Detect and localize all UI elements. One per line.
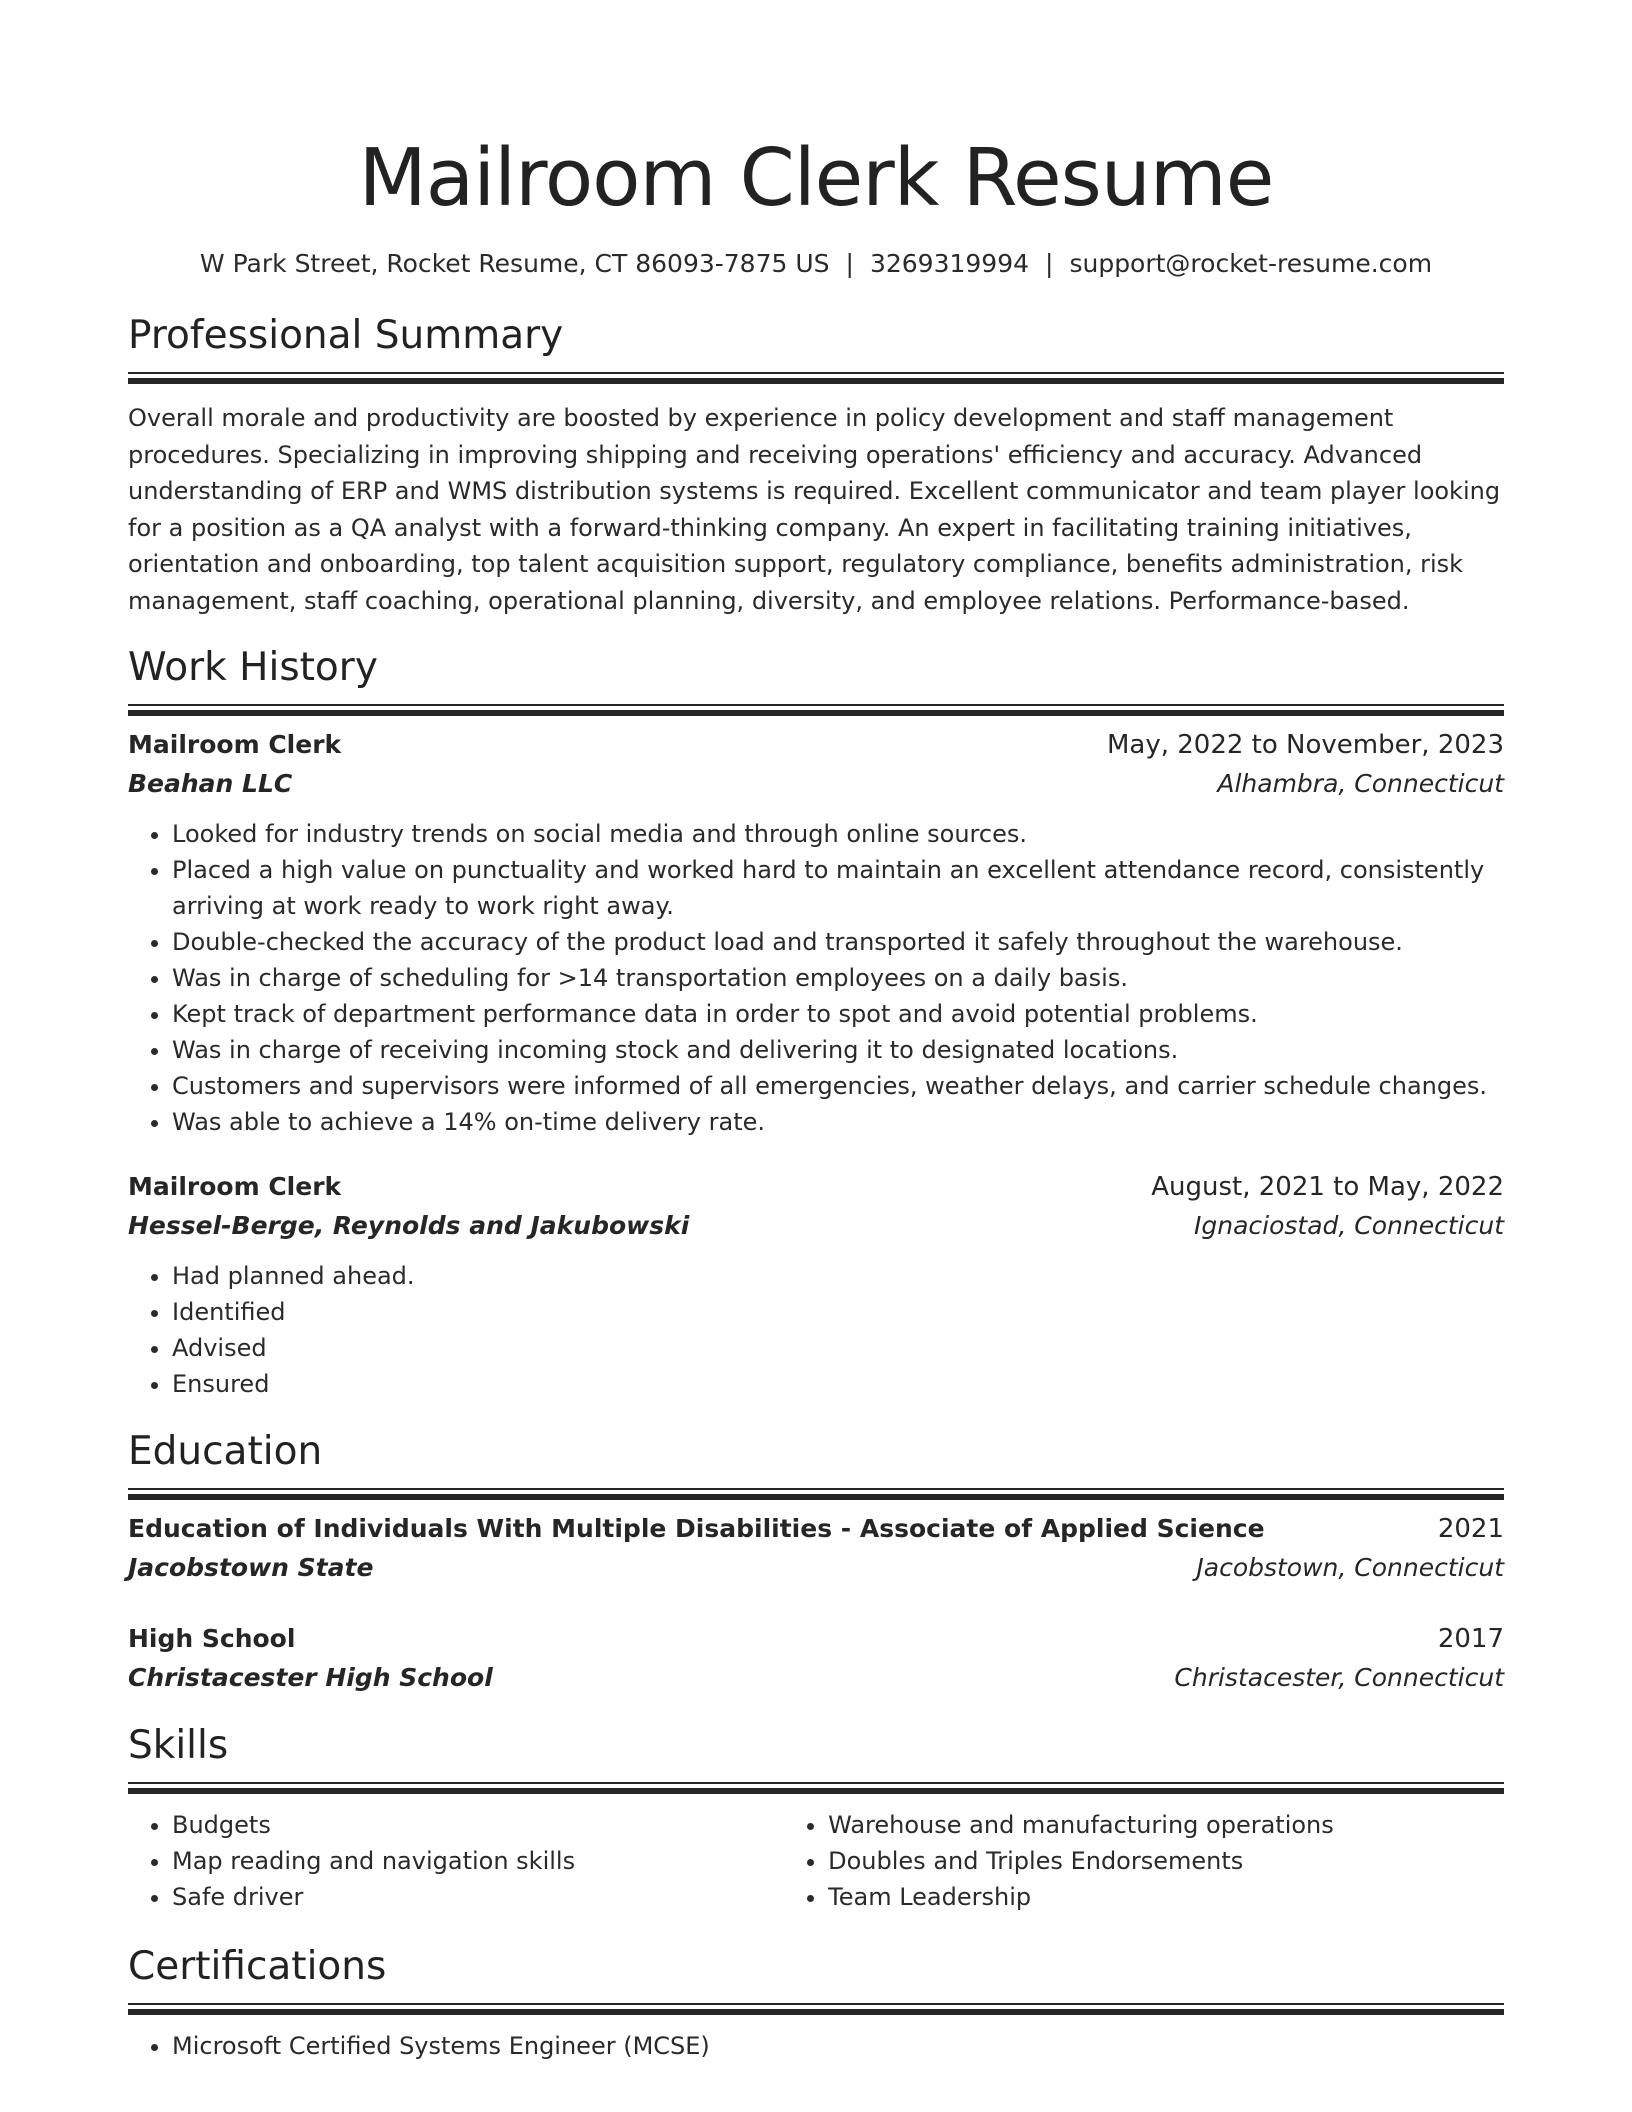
job-bullets [128,1258,1504,1402]
job-company-row [128,764,1504,804]
education-header-row [128,1510,1504,1548]
list-item: • Doubles and Triples Endorsements [828,1843,1504,1879]
resume-title: Mailroom Clerk Resume [358,132,1274,224]
list-item: • Placed a high value on punctuality and worked hard to maintain an excellent attendance record, consistently arriving at work ready to work right away. [172,852,1504,924]
skills-list-right [784,1807,1504,1915]
job-company-row [128,1206,1504,1246]
list-item: • Identified [172,1294,1504,1330]
education-year: 2021 [1437,1514,1504,1544]
section-summary [128,312,1504,619]
section-heading-education: Education [128,1429,323,1474]
section-divider [128,2003,1504,2016]
list-item: • Ensured [172,1366,1504,1402]
contact-address: W Park Street, Rocket Resume, CT 86093-7875 US [199,249,830,278]
job-title: Mailroom Clerk [128,1172,342,1201]
section-skills [128,1722,1504,1915]
job-title: Mailroom Clerk [128,730,342,759]
contact-email: support@rocket-resume.com [1069,249,1433,278]
education-degree: High School [128,1624,296,1653]
job-company: Hessel-Berge, Reynolds and Jakubowski [128,1211,690,1240]
skills-list-left [128,1807,784,1915]
section-divider [128,1488,1504,1501]
list-item: • Map reading and navigation skills [172,1843,784,1879]
section-certifications [128,1943,1504,2064]
education-school: Jacobstown State [128,1553,374,1582]
list-item: • Had planned ahead. [172,1258,1504,1294]
education-school-row [128,1548,1504,1588]
section-divider [128,1782,1504,1795]
section-heading-summary: Professional Summary [128,313,564,358]
list-item: • Was able to achieve a 14% on-time delivery rate. [172,1104,1504,1140]
education-entry [128,1620,1504,1698]
list-item: • Kept track of department performance data in order to spot and avoid potential problems. [172,996,1504,1032]
education-school-row [128,1658,1504,1698]
section-heading-skills: Skills [128,1723,229,1768]
list-item: • Advised [172,1330,1504,1366]
job-dates: May, 2022 to November, 2023 [1106,730,1504,760]
list-item: • Double-checked the accuracy of the product load and transported it safely throughout the warehouse. [172,924,1504,960]
education-entry [128,1510,1504,1588]
education-degree: Education of Individuals With Multiple Disabilities - Associate of Applied Science [128,1514,1265,1543]
job-entry [128,726,1504,1140]
list-item: • Team Leadership [828,1879,1504,1915]
education-school: Christacester High School [128,1663,493,1692]
job-entry [128,1168,1504,1402]
job-company: Beahan LLC [128,769,293,798]
education-location: Jacobstown, Connecticut [1196,1553,1504,1582]
skills-columns [128,1807,1504,1915]
job-location: Alhambra, Connecticut [1217,769,1504,798]
contact-line [128,248,1504,280]
section-divider [128,372,1504,385]
summary-text: Overall morale and productivity are boosted by experience in policy development and staff management procedures. Specializing in improving shipping and receiving operations' efficiency and accuracy. Advanced understanding of ERP and WMS distribution systems is required. Excellent communicator and team player looking for a position as a QA analyst with a forward-thinking company. An expert in facilitating training initiatives, orientation and onboarding, top talent acquisition support, regulatory compliance, benefits administration, risk management, staff coaching, operational planning, diversity, and employee relations. Performance-based. [128,404,1501,615]
job-bullets [128,816,1504,1140]
certifications-list [128,2028,1504,2064]
contact-separator: | [845,249,854,278]
education-header-row [128,1620,1504,1658]
list-item: • Warehouse and manufacturing operations [828,1807,1504,1843]
contact-separator: | [1045,249,1054,278]
section-heading-work: Work History [128,645,378,690]
resume-page [128,120,1504,2064]
list-item: • Looked for industry trends on social media and through online sources. [172,816,1504,852]
section-heading-certifications: Certifications [128,1944,387,1989]
job-location: Ignaciostad, Connecticut [1193,1211,1504,1240]
contact-phone: 3269319994 [869,249,1030,278]
job-dates: August, 2021 to May, 2022 [1151,1172,1504,1202]
section-education [128,1428,1504,1698]
list-item: • Safe driver [172,1879,784,1915]
job-header-row [128,1168,1504,1206]
list-item: • Microsoft Certified Systems Engineer (MCSE) [172,2028,1504,2064]
job-header-row [128,726,1504,764]
list-item: • Was in charge of scheduling for >14 transportation employees on a daily basis. [172,960,1504,996]
section-work-history [128,644,1504,1402]
list-item: • Was in charge of receiving incoming stock and delivering it to designated locations. [172,1032,1504,1068]
list-item: • Budgets [172,1807,784,1843]
section-divider [128,704,1504,717]
list-item: • Customers and supervisors were informed of all emergencies, weather delays, and carrier schedule changes. [172,1068,1504,1104]
education-location: Christacester, Connecticut [1174,1663,1504,1692]
education-year: 2017 [1437,1624,1504,1654]
